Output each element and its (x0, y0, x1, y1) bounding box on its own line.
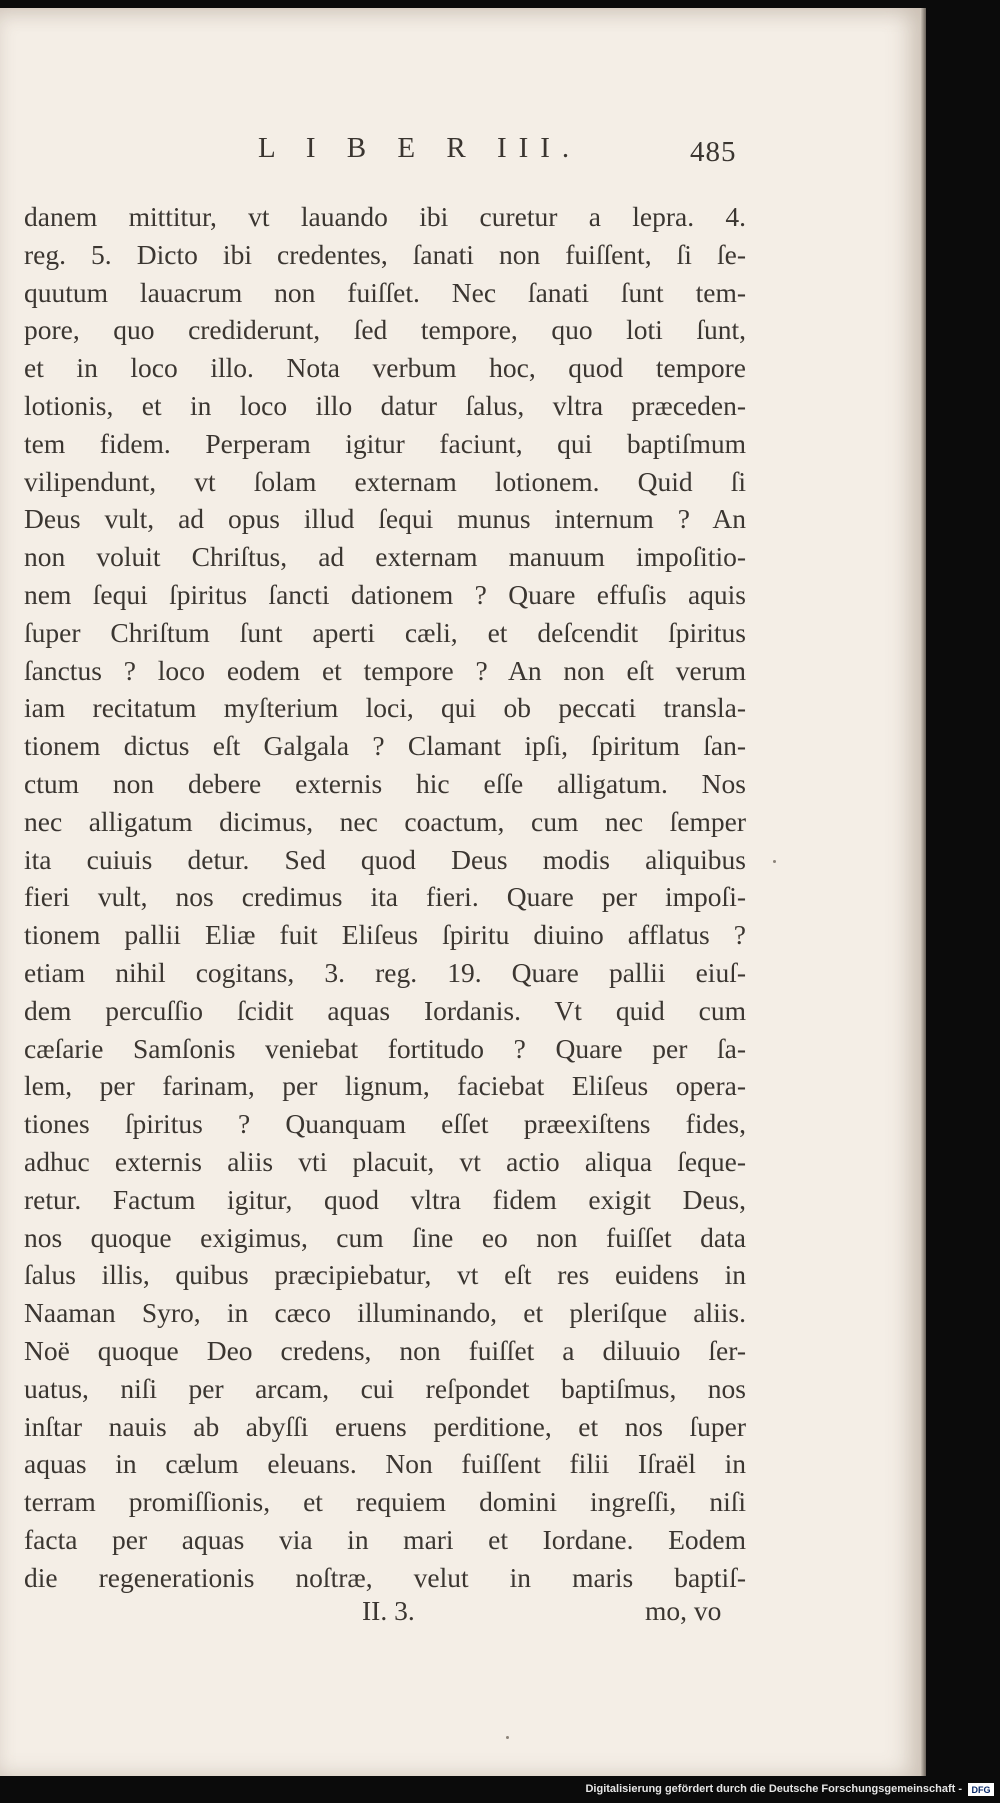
running-title: L I B E R III. (258, 132, 582, 164)
text-line: ſalus illis, quibus præcipiebatur, vt eſt res euidens in (24, 1259, 746, 1291)
text-line: tiones ſpiritus ? Quanquam eſſet præexiſtens fides, (24, 1108, 746, 1140)
text-line: lotionis, et in loco illo datur ſalus, vltra præceden- (24, 389, 746, 421)
text-line: tem fidem. Perperam igitur faciunt, qui baptiſmum (24, 427, 746, 459)
signature-mark: II. 3. (362, 1595, 415, 1626)
text-line: die regenerationis noſtræ, velut in maris baptiſ- (24, 1561, 746, 1593)
text-line: retur. Factum igitur, quod vltra fidem exigit Deus, (24, 1183, 746, 1215)
text-line: uatus, niſi per arcam, cui reſpondet baptiſmus, nos (24, 1372, 746, 1404)
text-line: ita cuiuis detur. Sed quod Deus modis aliquibus (24, 843, 746, 875)
credit-text: Digitalisierung gefördert durch die Deutsche Forschungsgemeinschaft - (585, 1783, 962, 1795)
text-line: non voluit Chriſtus, ad externam manuum impoſitio- (24, 541, 746, 573)
text-line: cæſarie Samſonis veniebat fortitudo ? Quare per ſa- (24, 1032, 746, 1064)
page-footer (0, 1595, 920, 1635)
text-line: et in loco illo. Nota verbum hoc, quod tempore (24, 352, 746, 384)
paper-speck (506, 1736, 509, 1739)
body-text (24, 198, 746, 1596)
text-line: lem, per farinam, per lignum, faciebat Eliſeus opera- (24, 1070, 746, 1102)
text-line: nem ſequi ſpiritus ſancti dationem ? Quare effuſis aquis (24, 578, 746, 610)
text-line: ctum non debere externis hic eſſe alligatum. Nos (24, 767, 746, 799)
text-line: etiam nihil cogitans, 3. reg. 19. Quare pallii eiuſ- (24, 956, 746, 988)
text-line: Naaman Syro, in cæco illuminando, et pleriſque aliis. (24, 1297, 746, 1329)
text-line: ſuper Chriſtum ſunt aperti cæli, et deſcendit ſpiritus (24, 616, 746, 648)
text-line: pore, quo crediderunt, ſed tempore, quo loti ſunt, (24, 314, 746, 346)
paper-speck (773, 860, 776, 863)
text-line: aquas in cælum eleuans. Non fuiſſent filii Iſraël in (24, 1448, 746, 1480)
text-line: iam recitatum myſterium loci, qui ob peccati transla- (24, 692, 746, 724)
text-line: reg. 5. Dicto ibi credentes, ſanati non fuiſſent, ſi ſe- (24, 238, 746, 270)
dfg-logo-icon (968, 1783, 994, 1796)
text-line: vilipendunt, vt ſolam externam lotionem. Quid ſi (24, 465, 746, 497)
text-line: ſanctus ? loco eodem et tempore ? An non eſt verum (24, 654, 746, 686)
text-line: fieri vult, nos credimus ita fieri. Quare per impoſi- (24, 881, 746, 913)
catchword: mo, vo (645, 1595, 722, 1626)
text-line: adhuc externis aliis vti placuit, vt actio aliqua ſeque- (24, 1145, 746, 1177)
text-line: facta per aquas via in mari et Iordane. Eodem (24, 1523, 746, 1555)
text-line: quutum lauacrum non fuiſſet. Nec ſanati ſunt tem- (24, 276, 746, 308)
text-line: tionem dictus eſt Galgala ? Clamant ipſi, ſpiritum ſan- (24, 730, 746, 762)
page-edge (920, 8, 926, 1776)
text-line: Deus vult, ad opus illud ſequi munus internum ? An (24, 503, 746, 535)
text-line: nos quoque exigimus, cum ſine eo non fuiſſet data (24, 1221, 746, 1253)
running-head (0, 132, 920, 172)
text-line: dem percuſſio ſcidit aquas Iordanis. Vt quid cum (24, 994, 746, 1026)
text-line: terram promiſſionis, et requiem domini ingreſſi, niſi (24, 1486, 746, 1518)
page-number: 485 (690, 136, 737, 168)
book-page (0, 8, 920, 1776)
text-line: nec alligatum dicimus, nec coactum, cum nec ſemper (24, 805, 746, 837)
dfg-logo-label: DFG (971, 1784, 991, 1795)
digitization-credit (585, 1779, 994, 1799)
text-line: danem mittitur, vt lauando ibi curetur a lepra. 4. (24, 201, 746, 232)
text-line: inſtar nauis ab abyſſi eruens perditione, et nos ſuper (24, 1410, 746, 1442)
text-line: tionem pallii Eliæ fuit Eliſeus ſpiritu diuino afflatus ? (24, 919, 746, 951)
text-line: Noë quoque Deo credens, non fuiſſet a diluuio ſer- (24, 1334, 746, 1366)
